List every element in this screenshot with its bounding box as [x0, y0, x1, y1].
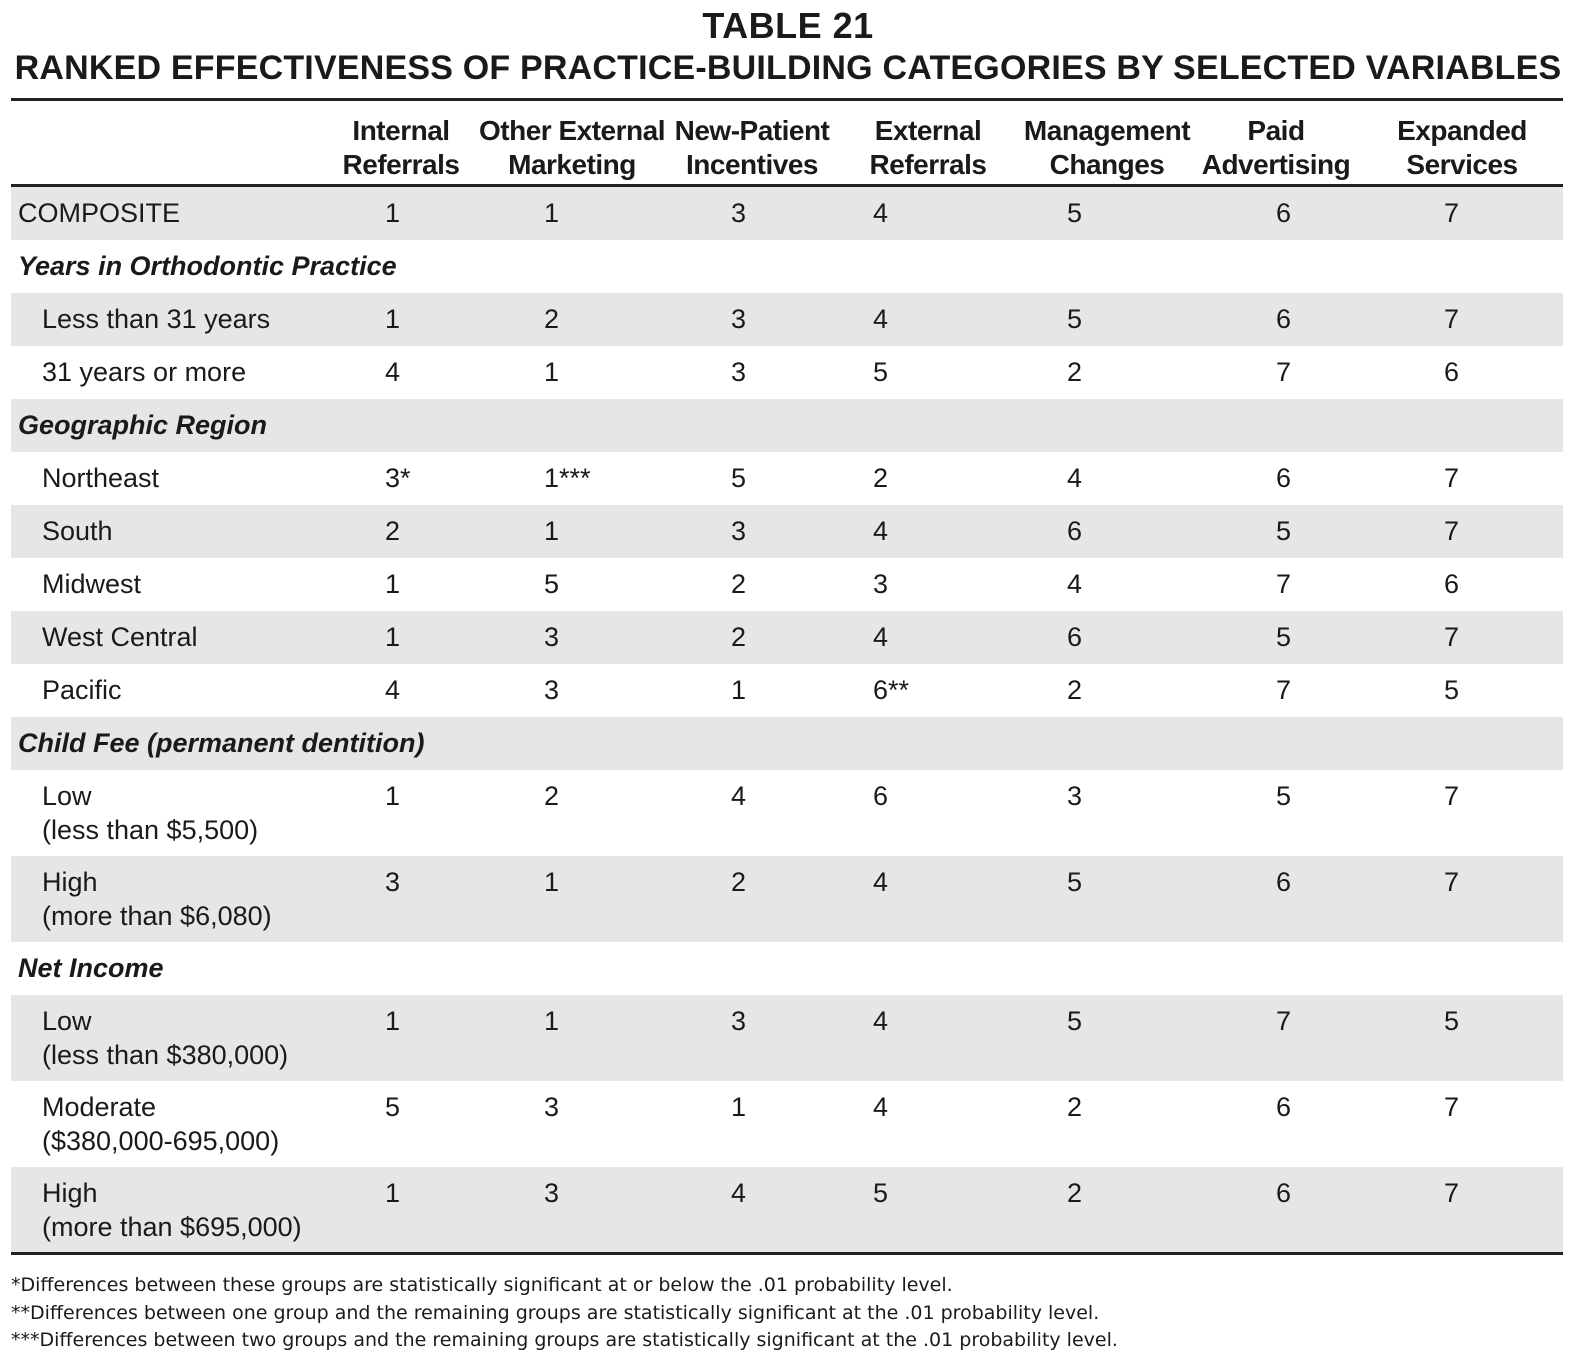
rank-cell [473, 856, 671, 942]
rank-value: 3 [544, 675, 560, 705]
rank-value: 1 [385, 1006, 401, 1036]
rank-cell [1361, 293, 1563, 346]
rank-cell [473, 995, 671, 1081]
rank-cell [1361, 346, 1563, 399]
row-label [11, 1081, 329, 1167]
rank-value: 3* [385, 463, 411, 493]
rank-cell [833, 186, 1023, 241]
rank-value: 3 [731, 1006, 747, 1036]
rank-cell [1023, 1167, 1191, 1253]
section-label: Child Fee (permanent dentition) [11, 717, 1563, 770]
rank-cell [1361, 995, 1563, 1081]
rank-cell [473, 1167, 671, 1253]
row-label-line: High [42, 867, 98, 897]
rank-cell [473, 186, 671, 241]
rank-value: 2 [731, 569, 747, 599]
row-label [11, 995, 329, 1081]
rank-value: 3 [544, 1178, 560, 1208]
row-label-line: Low [42, 781, 92, 811]
rank-cell [1191, 186, 1361, 241]
rank-value: 5 [1067, 867, 1083, 897]
rank-value: 3 [1067, 781, 1083, 811]
row-label [11, 505, 329, 558]
rank-value: 6 [1067, 516, 1083, 546]
rank-value: 1 [731, 675, 747, 705]
rank-value: 4 [873, 867, 889, 897]
rank-cell [833, 770, 1023, 856]
table-row [11, 452, 1563, 505]
rank-cell [329, 770, 473, 856]
rank-value: 1 [385, 622, 401, 652]
row-label-line: South [42, 516, 113, 546]
rank-cell [1023, 856, 1191, 942]
row-label [11, 1167, 329, 1253]
row-label-line: Pacific [42, 675, 122, 705]
rank-cell [671, 186, 833, 241]
footnote: **Differences between one group and the remaining groups are statistically significant at the .01 probability level. [11, 1301, 1100, 1324]
rank-cell [1023, 770, 1191, 856]
rank-value: 2 [1067, 675, 1083, 705]
rank-cell [1023, 293, 1191, 346]
rank-cell [671, 1167, 833, 1253]
column-header-line: Management [1023, 115, 1191, 146]
column-header-line: Paid [1247, 115, 1305, 146]
rank-value: 3 [873, 569, 889, 599]
column-header-line: Expanded [1397, 115, 1527, 146]
rank-cell [1191, 995, 1361, 1081]
rank-cell [671, 293, 833, 346]
rank-cell [329, 293, 473, 346]
rank-value: 4 [873, 1092, 889, 1122]
rank-value: 1 [385, 569, 401, 599]
row-label [11, 186, 329, 241]
rank-cell [1023, 452, 1191, 505]
rank-value: 3 [731, 357, 747, 387]
rank-cell [1191, 558, 1361, 611]
rank-value: 7 [1444, 1178, 1460, 1208]
footnotes [11, 1272, 1118, 1355]
rank-cell [671, 611, 833, 664]
row-label [11, 611, 329, 664]
rank-value: 1 [544, 867, 560, 897]
row-label-subline: (less than $380,000) [42, 1040, 289, 1070]
table-row [11, 995, 1563, 1081]
row-label-line: High [42, 1178, 98, 1208]
rank-value: 4 [385, 357, 401, 387]
row-label-line: Northeast [42, 463, 160, 493]
column-header-line: External [874, 115, 982, 146]
column-header-line: Referrals [342, 149, 460, 180]
row-label [11, 664, 329, 717]
rank-cell [671, 505, 833, 558]
rank-cell [1191, 452, 1361, 505]
rank-cell [329, 186, 473, 241]
rank-value: 5 [385, 1092, 401, 1122]
rank-value: 6 [1276, 1092, 1292, 1122]
column-header-line: Other External [479, 115, 665, 146]
row-label [11, 346, 329, 399]
rank-cell [329, 664, 473, 717]
table-row [11, 1081, 1563, 1167]
table-row [11, 856, 1563, 942]
rank-cell [1361, 558, 1563, 611]
rank-value: 7 [1444, 1092, 1460, 1122]
rank-value: 7 [1444, 304, 1460, 334]
rank-cell [329, 611, 473, 664]
rank-cell [671, 995, 833, 1081]
rank-value: 7 [1444, 463, 1460, 493]
rank-value: 3 [544, 1092, 560, 1122]
rank-value: 6 [873, 781, 889, 811]
rank-cell [1191, 293, 1361, 346]
rank-cell [329, 452, 473, 505]
rank-cell [473, 664, 671, 717]
section-header-row [11, 942, 1563, 995]
rank-cell [1191, 346, 1361, 399]
rank-value: 4 [731, 781, 747, 811]
table-row [11, 1167, 1563, 1253]
rank-cell [473, 452, 671, 505]
rank-value: 1 [731, 1092, 747, 1122]
rank-value: 6 [1067, 622, 1083, 652]
rank-cell [833, 293, 1023, 346]
rank-cell [833, 664, 1023, 717]
rank-value: 4 [1067, 463, 1083, 493]
row-label-line: Midwest [42, 569, 142, 599]
rank-value: 2 [385, 516, 401, 546]
section-header-row [11, 240, 1563, 293]
rank-cell [1191, 664, 1361, 717]
table-row [11, 611, 1563, 664]
rank-value: 5 [1067, 304, 1083, 334]
row-label-line: Low [42, 1006, 92, 1036]
rank-value: 2 [1067, 357, 1083, 387]
rank-cell [1023, 1081, 1191, 1167]
column-header-line: Advertising [1201, 149, 1351, 180]
row-label-line: West Central [42, 622, 198, 652]
rank-cell [1023, 995, 1191, 1081]
rank-cell [671, 1081, 833, 1167]
rank-value: 6** [873, 675, 910, 705]
column-header-line: Incentives [686, 149, 818, 180]
rank-cell [473, 558, 671, 611]
rank-cell [833, 346, 1023, 399]
rank-value: 7 [1444, 198, 1460, 228]
table-row [11, 346, 1563, 399]
row-label [11, 856, 329, 942]
rank-cell [473, 1081, 671, 1167]
rank-value: 1*** [544, 463, 591, 493]
table-row [11, 186, 1563, 241]
header-row [11, 100, 1563, 186]
rank-cell [1361, 611, 1563, 664]
rank-cell [329, 558, 473, 611]
row-label-subline: ($380,000-695,000) [42, 1126, 280, 1156]
column-header-line: Marketing [508, 149, 636, 180]
table-row [11, 558, 1563, 611]
rank-value: 4 [873, 304, 889, 334]
rank-cell [473, 505, 671, 558]
rank-cell [833, 1081, 1023, 1167]
rank-cell [671, 664, 833, 717]
rank-cell [329, 856, 473, 942]
rank-cell [329, 995, 473, 1081]
rank-cell [329, 1167, 473, 1253]
rank-value: 7 [1276, 675, 1292, 705]
rank-cell [1191, 1081, 1361, 1167]
rank-value: 1 [385, 304, 401, 334]
column-header-line: Changes [1049, 149, 1165, 180]
rank-cell [473, 346, 671, 399]
rank-cell [1361, 452, 1563, 505]
rank-value: 5 [873, 357, 889, 387]
row-label-subline: (less than $5,500) [42, 815, 259, 845]
rank-cell [1361, 770, 1563, 856]
rank-value: 5 [1444, 675, 1460, 705]
rank-value: 6 [1276, 304, 1292, 334]
section-label: Years in Orthodontic Practice [18, 251, 397, 281]
rank-value: 3 [731, 516, 747, 546]
footnote: *Differences between these groups are statistically significant at or below the .01 probability level. [11, 1274, 953, 1296]
row-label-line: Moderate [42, 1092, 157, 1122]
rank-value: 6 [1444, 569, 1460, 599]
rank-value: 3 [731, 198, 747, 228]
table-body [11, 186, 1563, 1254]
rank-cell [329, 1081, 473, 1167]
rank-value: 3 [544, 622, 560, 652]
column-header [473, 100, 671, 186]
column-header-line: New-Patient [674, 115, 830, 146]
rank-value: 7 [1444, 867, 1460, 897]
rank-value: 2 [731, 867, 747, 897]
rank-cell [671, 346, 833, 399]
rank-value: 5 [873, 1178, 889, 1208]
table-number: TABLE 21 [702, 5, 874, 46]
rank-cell [1191, 505, 1361, 558]
section-header-row [11, 717, 1563, 770]
rankings-table [11, 98, 1563, 1255]
rank-cell [473, 611, 671, 664]
rank-value: 2 [544, 304, 560, 334]
rank-value: 3 [385, 867, 401, 897]
rank-value: 5 [1276, 781, 1292, 811]
rank-value: 7 [1444, 781, 1460, 811]
rank-value: 1 [544, 198, 560, 228]
rank-value: 6 [1276, 867, 1292, 897]
rank-value: 6 [1276, 198, 1292, 228]
section-header-row [11, 399, 1563, 452]
rank-value: 4 [385, 675, 401, 705]
rank-value: 5 [731, 463, 747, 493]
rank-cell [1191, 611, 1361, 664]
rank-value: 4 [731, 1178, 747, 1208]
rank-cell [1191, 1167, 1361, 1253]
header-blank [11, 100, 329, 186]
column-header [329, 100, 473, 186]
rank-cell [833, 856, 1023, 942]
rank-cell [473, 293, 671, 346]
rank-value: 1 [385, 781, 401, 811]
rank-cell [473, 770, 671, 856]
rank-value: 5 [1067, 198, 1083, 228]
row-label-line: 31 years or more [42, 357, 247, 387]
rank-cell [1023, 346, 1191, 399]
rank-value: 6 [1444, 357, 1460, 387]
column-header [1023, 100, 1191, 186]
rank-cell [1361, 1167, 1563, 1253]
row-label-line: COMPOSITE [18, 198, 181, 228]
footnote: ***Differences between two groups and the remaining groups are statistically significant at the .01 probability level. [11, 1329, 1118, 1351]
row-label [11, 770, 329, 856]
rank-value: 4 [873, 516, 889, 546]
row-label [11, 293, 329, 346]
rank-value: 2 [873, 463, 889, 493]
table-row [11, 293, 1563, 346]
rank-cell [833, 611, 1023, 664]
rank-cell [671, 558, 833, 611]
rank-cell [833, 452, 1023, 505]
rank-value: 5 [1067, 1006, 1083, 1036]
rank-value: 1 [385, 1178, 401, 1208]
table-row [11, 664, 1563, 717]
rank-cell [1361, 505, 1563, 558]
rank-cell [1023, 505, 1191, 558]
rank-cell [1361, 856, 1563, 942]
rank-value: 2 [1067, 1092, 1083, 1122]
rank-value: 1 [385, 198, 401, 228]
rank-cell [1023, 611, 1191, 664]
column-header-line: Internal [352, 115, 450, 146]
row-label [11, 558, 329, 611]
rank-value: 7 [1276, 569, 1292, 599]
rank-cell [1191, 770, 1361, 856]
rank-value: 1 [544, 516, 560, 546]
row-label-subline: (more than $695,000) [42, 1212, 302, 1242]
rank-value: 4 [873, 198, 889, 228]
rank-value: 7 [1276, 1006, 1292, 1036]
rank-value: 7 [1444, 516, 1460, 546]
rank-value: 7 [1444, 622, 1460, 652]
rank-cell [671, 452, 833, 505]
table-title-block [0, 6, 1576, 88]
column-header [833, 100, 1023, 186]
rank-value: 5 [1276, 516, 1292, 546]
column-header-line: Referrals [869, 149, 987, 180]
section-label: Net Income [18, 953, 164, 983]
rank-value: 1 [544, 1006, 560, 1036]
rank-cell [833, 1167, 1023, 1253]
rank-value: 2 [544, 781, 560, 811]
rank-value: 4 [1067, 569, 1083, 599]
rank-value: 6 [1276, 1178, 1292, 1208]
row-label [11, 452, 329, 505]
rank-value: 1 [544, 357, 560, 387]
rank-cell [833, 995, 1023, 1081]
rank-cell [1361, 664, 1563, 717]
rank-cell [1023, 558, 1191, 611]
rank-cell [329, 505, 473, 558]
rank-cell [1361, 1081, 1563, 1167]
rank-cell [1023, 664, 1191, 717]
rank-cell [833, 558, 1023, 611]
rank-value: 5 [544, 569, 560, 599]
rank-cell [671, 770, 833, 856]
column-header [671, 100, 833, 186]
rank-cell [1361, 186, 1563, 241]
rank-cell [1023, 186, 1191, 241]
table-row [11, 505, 1563, 558]
rank-value: 4 [873, 1006, 889, 1036]
rank-value: 6 [1276, 463, 1292, 493]
rank-value: 5 [1276, 622, 1292, 652]
rank-value: 2 [1067, 1178, 1083, 1208]
table-row [11, 770, 1563, 856]
rank-value: 2 [731, 622, 747, 652]
section-label: Geographic Region [11, 399, 1563, 452]
column-header-line: Services [1406, 149, 1518, 180]
row-label-line: Less than 31 years [42, 304, 271, 334]
rank-value: 3 [731, 304, 747, 334]
rank-cell [833, 505, 1023, 558]
table-title: RANKED EFFECTIVENESS OF PRACTICE-BUILDING CATEGORIES BY SELECTED VARIABLES [14, 49, 1562, 87]
rank-cell [1191, 856, 1361, 942]
rank-value: 5 [1444, 1006, 1460, 1036]
rank-value: 4 [873, 622, 889, 652]
column-header [1361, 100, 1563, 186]
row-label-subline: (more than $6,080) [42, 901, 272, 931]
rank-cell [671, 856, 833, 942]
rank-value: 7 [1276, 357, 1292, 387]
rank-cell [329, 346, 473, 399]
column-header [1191, 100, 1361, 186]
